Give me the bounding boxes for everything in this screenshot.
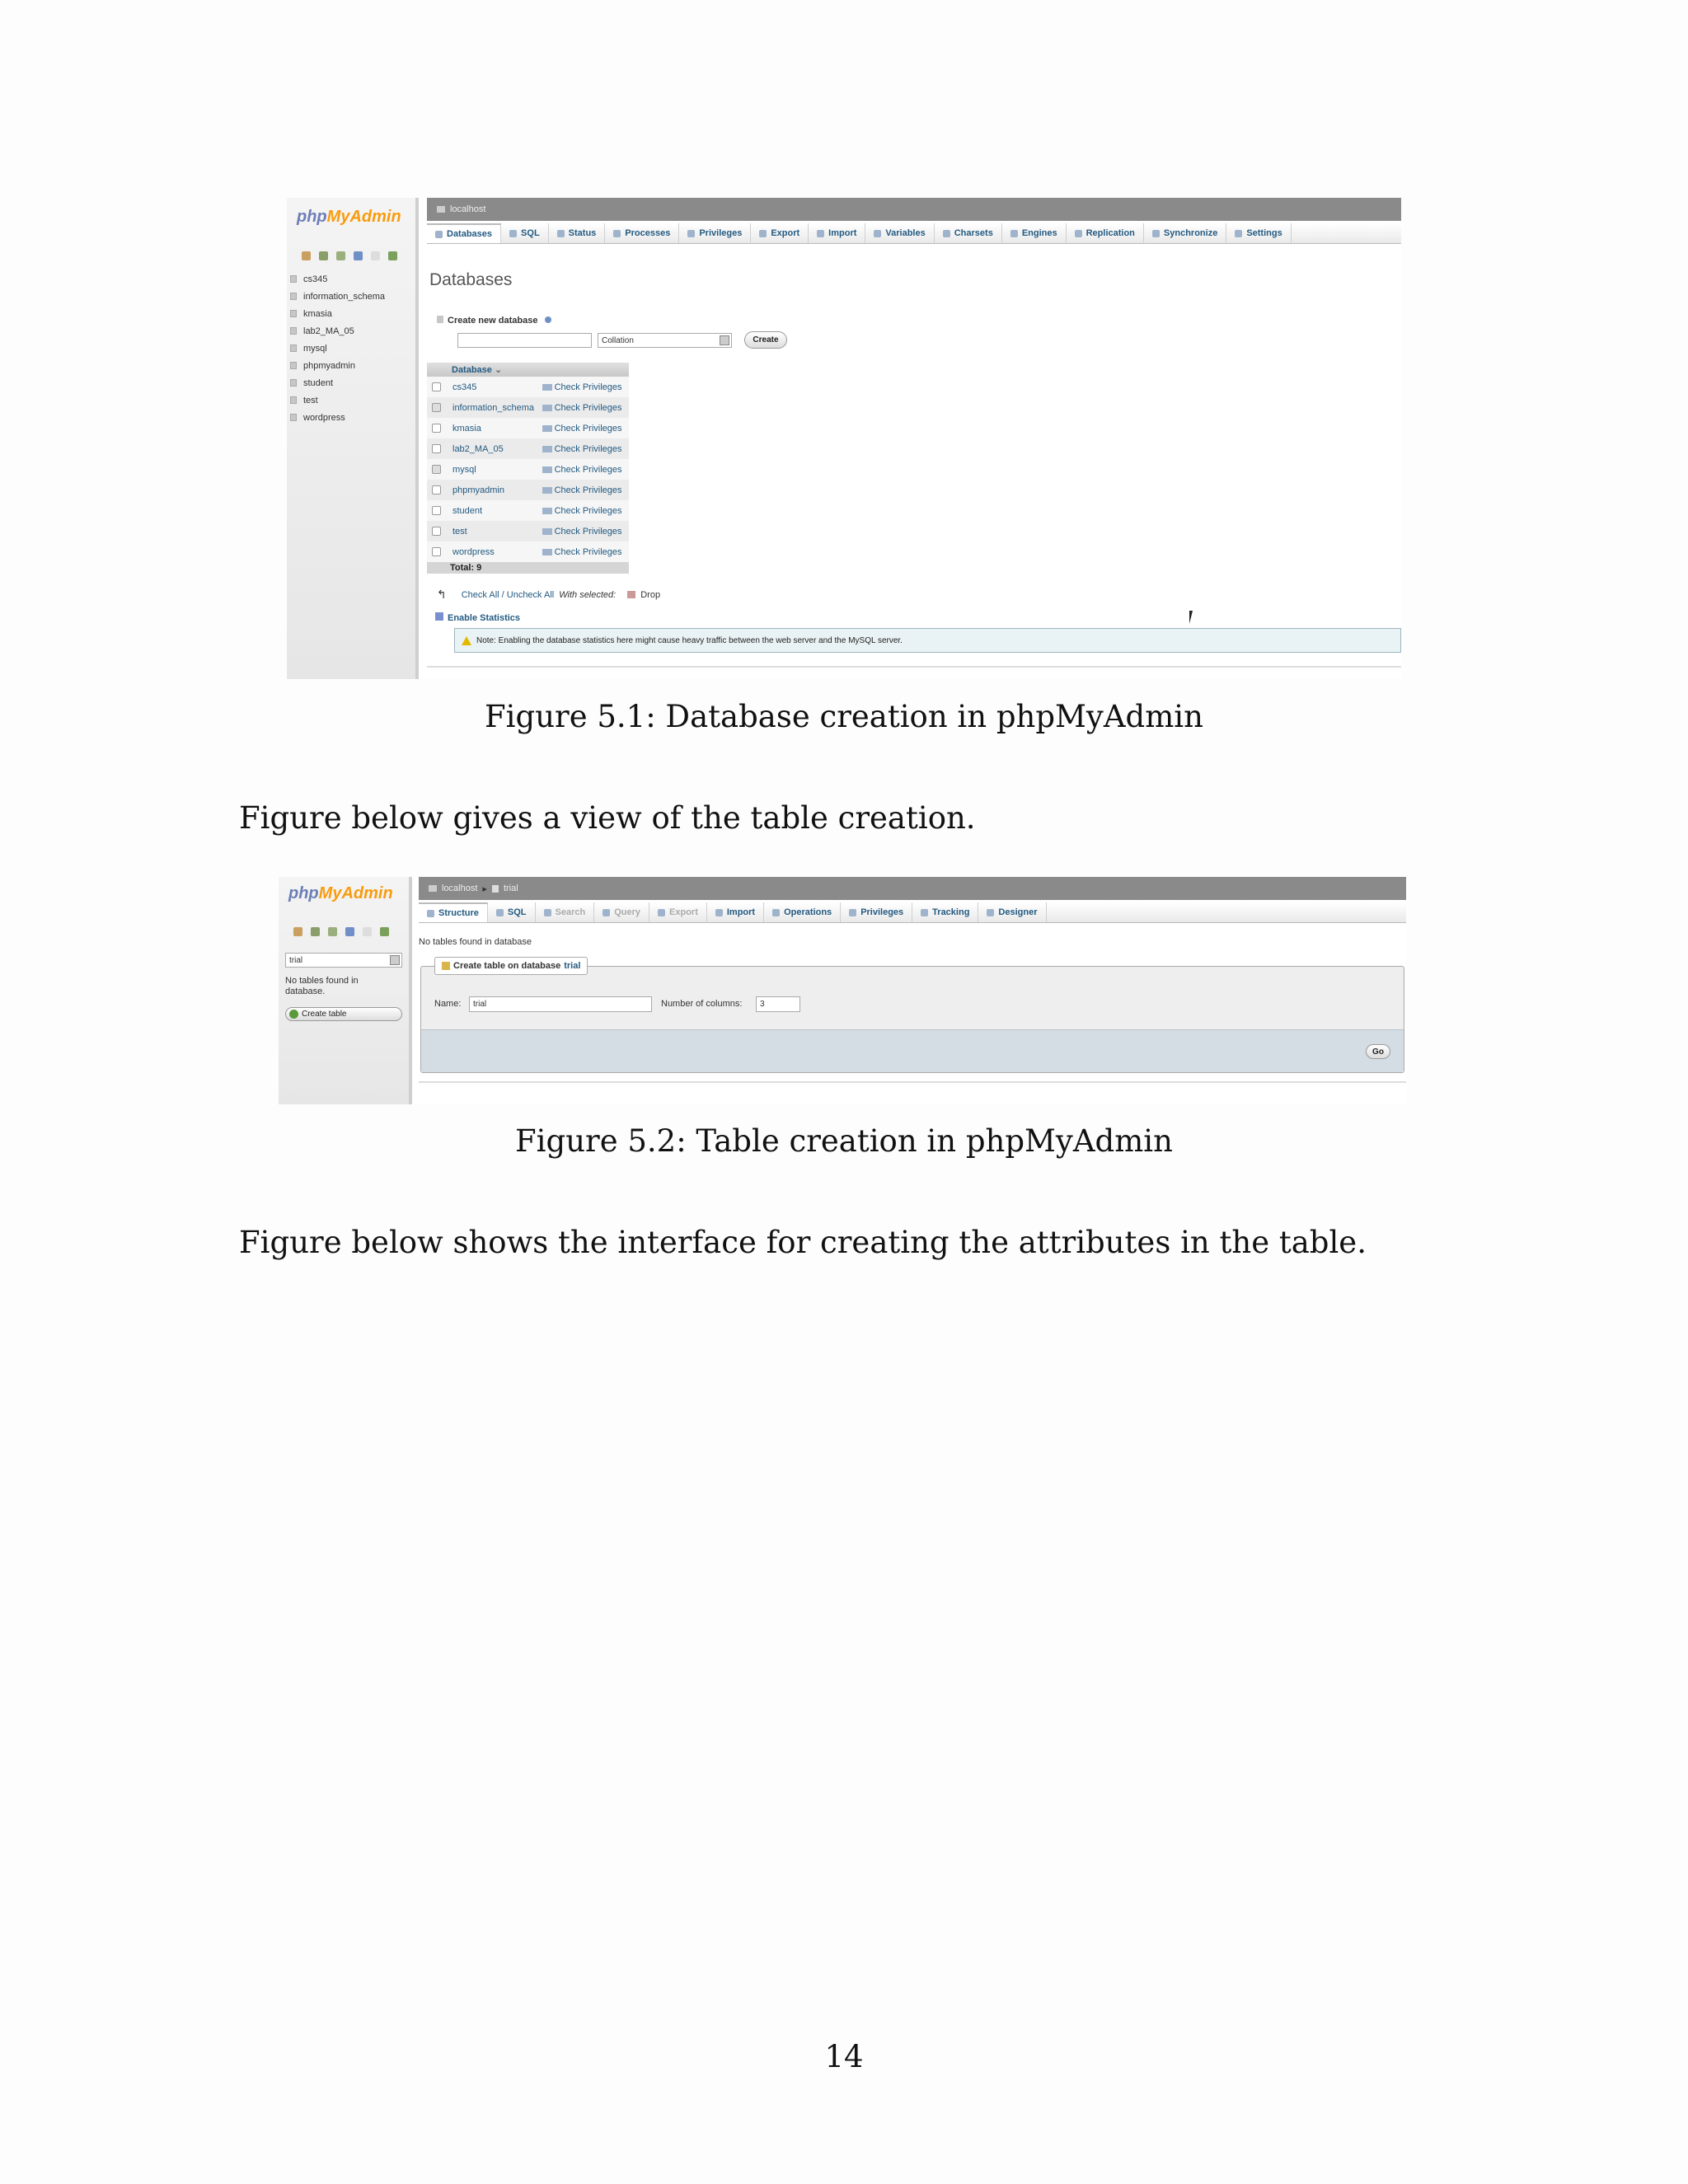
database-name-link[interactable]: wordpress — [452, 546, 495, 557]
privileges-icon — [542, 487, 552, 494]
db-icon — [290, 275, 297, 283]
db-icon — [290, 414, 297, 421]
name-label: Name: — [434, 999, 462, 1009]
statistics-note: Note: Enabling the database statistics here might cause heavy traffic between the web server and the MySQL server. — [454, 628, 1401, 653]
query-icon[interactable] — [328, 927, 337, 936]
structure-icon — [427, 910, 434, 917]
pma-sidebar — [287, 198, 419, 679]
pma-main — [427, 198, 1401, 679]
tab-label: Engines — [1021, 228, 1057, 238]
check-privileges-link[interactable]: Check Privileges — [554, 526, 622, 537]
sidebar-db-label: mysql — [303, 343, 327, 354]
tab-privileges[interactable] — [841, 902, 912, 922]
go-button[interactable]: Go — [1366, 1044, 1390, 1059]
paragraph-1: Figure below gives a view of the table creation. — [239, 800, 976, 836]
table-row — [427, 418, 629, 438]
figure-5-1-screenshot — [287, 198, 1401, 679]
warning-icon — [462, 636, 471, 645]
bulk-actions — [437, 588, 660, 602]
sidebar-db-item[interactable] — [290, 340, 385, 357]
server-icon — [429, 885, 437, 892]
tab-label: Privileges — [860, 907, 904, 917]
tab-label: Import — [726, 907, 756, 917]
table-row — [427, 500, 629, 521]
export-icon — [759, 230, 767, 237]
docs-icon[interactable] — [354, 251, 363, 260]
sidebar-db-item[interactable] — [290, 288, 385, 305]
table-row — [427, 397, 629, 418]
with-selected-label: With selected: — [559, 589, 617, 600]
breadcrumb-database[interactable]: trial — [503, 883, 518, 893]
check-privileges-link[interactable]: Check Privileges — [554, 505, 622, 516]
home-icon[interactable] — [293, 927, 302, 936]
check-privileges-link[interactable]: Check Privileges — [554, 546, 622, 557]
tab-status[interactable] — [549, 223, 606, 243]
sidebar-db-label: phpmyadmin — [303, 360, 355, 371]
check-privileges-link[interactable]: Check Privileges — [554, 423, 622, 434]
privileges-icon — [542, 466, 552, 473]
tab-tracking[interactable] — [912, 902, 978, 922]
sidebar-db-item[interactable] — [290, 322, 385, 340]
breadcrumb-server[interactable]: localhost — [442, 883, 478, 893]
search-icon — [544, 909, 551, 916]
check-privileges-link[interactable]: Check Privileges — [554, 485, 622, 495]
database-name-link[interactable]: lab2_MA_05 — [452, 443, 504, 454]
privileges-icon — [542, 405, 552, 411]
tab-processes[interactable] — [605, 223, 679, 243]
collation-select[interactable]: Collation — [598, 333, 732, 348]
create-db-label: Create new database — [437, 316, 551, 326]
column-header-privileges — [539, 363, 629, 377]
tab-sql[interactable] — [501, 223, 549, 243]
tab-designer[interactable] — [978, 902, 1046, 922]
charsets-icon — [943, 230, 950, 237]
status-icon — [557, 230, 565, 237]
table-row — [427, 521, 629, 541]
pma-logo: phpMyAdmin — [288, 884, 393, 902]
database-name-link[interactable]: kmasia — [452, 423, 481, 434]
check-privileges-link[interactable]: Check Privileges — [554, 382, 622, 392]
columns-label: Number of columns: — [661, 999, 743, 1009]
sidebar-no-tables: No tables found in database. — [285, 976, 359, 996]
db-icon — [492, 885, 499, 893]
tab-label: Databases — [447, 229, 493, 239]
mouse-cursor — [1189, 611, 1199, 624]
tab-export[interactable] — [751, 223, 809, 243]
create-table-fieldset — [420, 961, 1404, 1073]
table-row — [427, 459, 629, 480]
database-table — [427, 363, 629, 574]
page-number: 14 — [824, 2039, 864, 2074]
operations-icon — [772, 909, 780, 916]
reload-icon[interactable] — [380, 927, 389, 936]
breadcrumb — [419, 877, 1406, 900]
database-name-link[interactable]: information_schema — [452, 402, 535, 413]
sidebar-icon-row — [302, 251, 397, 260]
row-checkbox[interactable] — [432, 382, 441, 391]
column-header-database[interactable]: Database ⌄ — [427, 363, 539, 377]
privileges-icon — [542, 549, 552, 555]
row-checkbox[interactable] — [432, 444, 441, 453]
privileges-icon — [849, 909, 856, 916]
engines-icon — [1010, 230, 1018, 237]
row-checkbox[interactable] — [432, 403, 441, 412]
databases-icon — [435, 231, 443, 238]
tab-label: Operations — [784, 907, 832, 917]
plus-icon — [289, 1010, 298, 1019]
fieldset-footer — [421, 1029, 1404, 1072]
sidebar-icon-row — [293, 927, 389, 936]
page-icon[interactable] — [371, 251, 380, 260]
new-db-name-input[interactable] — [457, 333, 592, 348]
drop-icon — [627, 591, 635, 598]
drop-button[interactable]: Drop — [640, 589, 661, 600]
sidebar-db-item[interactable] — [290, 270, 385, 288]
tab-label: Settings — [1246, 228, 1282, 238]
row-checkbox[interactable] — [432, 424, 441, 433]
query-icon — [603, 909, 610, 916]
sidebar-db-item[interactable] — [290, 409, 385, 426]
sidebar-db-label: kmasia — [303, 308, 332, 319]
tab-import[interactable] — [809, 223, 865, 243]
db-icon — [437, 316, 443, 323]
tab-label: Charsets — [954, 228, 993, 238]
privileges-icon — [542, 446, 552, 452]
sidebar-db-label: test — [303, 395, 318, 405]
table-row — [427, 438, 629, 459]
table-name-input[interactable]: trial — [469, 996, 652, 1012]
database-name-link[interactable]: test — [452, 526, 467, 537]
sidebar-db-item[interactable] — [290, 357, 385, 374]
sidebar-db-list — [290, 270, 385, 426]
sql-icon — [496, 909, 504, 916]
query-icon[interactable] — [336, 251, 345, 260]
database-name-link[interactable]: phpmyadmin — [452, 485, 504, 495]
chevron-down-icon — [720, 335, 729, 345]
export-icon — [658, 909, 665, 916]
tab-label: Replication — [1085, 228, 1135, 238]
sidebar-db-label: cs345 — [303, 274, 328, 284]
sidebar-db-label: student — [303, 377, 334, 388]
tab-search[interactable] — [536, 902, 595, 922]
tab-operations[interactable] — [764, 902, 841, 922]
row-checkbox[interactable] — [432, 465, 441, 474]
privileges-icon — [542, 528, 552, 535]
tab-sql[interactable] — [488, 902, 536, 922]
database-select[interactable]: trial — [285, 953, 402, 968]
figure-5-1-caption: Figure 5.1: Database creation in phpMyAdmin — [485, 699, 1203, 734]
sql-icon[interactable] — [311, 927, 320, 936]
privileges-icon — [687, 230, 695, 237]
tab-synchronize[interactable] — [1144, 223, 1226, 243]
pma-main — [419, 877, 1406, 1104]
row-checkbox[interactable] — [432, 485, 441, 494]
database-name-link[interactable]: cs345 — [452, 382, 477, 392]
create-table-button[interactable]: Create table — [285, 1007, 402, 1021]
arrow-up-icon: ↰ — [437, 588, 447, 601]
table-row — [427, 377, 629, 397]
chevron-down-icon — [390, 955, 400, 965]
table-row — [427, 541, 629, 562]
sql-icon[interactable] — [319, 251, 328, 260]
tab-label: SQL — [521, 228, 540, 238]
sidebar-db-item[interactable] — [290, 305, 385, 322]
tab-label: Privileges — [699, 228, 743, 238]
tab-import[interactable] — [707, 902, 764, 922]
breadcrumb-separator: ▸ — [482, 883, 487, 894]
tab-export[interactable] — [649, 902, 707, 922]
tab-label: Synchronize — [1163, 228, 1218, 238]
synchronize-icon — [1152, 230, 1160, 237]
import-icon — [817, 230, 824, 237]
reload-icon[interactable] — [388, 251, 397, 260]
privileges-icon — [542, 508, 552, 514]
replication-icon — [1075, 230, 1082, 237]
tab-label: Status — [568, 228, 597, 238]
pma-sidebar — [279, 877, 412, 1104]
variables-icon — [874, 230, 881, 237]
tab-charsets[interactable] — [935, 223, 1002, 243]
tab-settings[interactable] — [1226, 223, 1291, 243]
tab-label: Export — [669, 907, 698, 917]
tab-label: Query — [614, 907, 641, 917]
database-name-link[interactable]: student — [452, 505, 483, 516]
breadcrumb — [427, 198, 1401, 221]
sidebar-db-label: lab2_MA_05 — [303, 326, 354, 336]
tab-label: Designer — [998, 907, 1038, 917]
db-icon — [290, 396, 297, 404]
total-count: Total: 9 — [427, 562, 539, 574]
row-checkbox[interactable] — [432, 527, 441, 536]
db-icon — [290, 379, 297, 387]
create-table-legend: Create table on database trial — [434, 957, 588, 975]
sidebar-db-item[interactable] — [290, 374, 385, 391]
tab-label: Processes — [625, 228, 671, 238]
database-name-link[interactable]: mysql — [452, 464, 476, 475]
page-title: Databases — [429, 270, 513, 289]
db-icon — [290, 362, 297, 369]
privileges-icon — [542, 384, 552, 391]
check-all-link[interactable]: Check All / Uncheck All — [461, 589, 555, 600]
row-checkbox[interactable] — [432, 547, 441, 556]
total-row — [427, 562, 629, 574]
import-icon — [715, 909, 723, 916]
sidebar-db-item[interactable] — [290, 391, 385, 409]
tab-structure[interactable] — [419, 902, 488, 922]
tab-engines[interactable] — [1002, 223, 1067, 243]
divider — [427, 666, 1401, 668]
tab-label: Structure — [438, 908, 479, 918]
docs-icon[interactable] — [345, 927, 354, 936]
page-icon[interactable] — [363, 927, 372, 936]
settings-icon — [1235, 230, 1242, 237]
processes-icon — [613, 230, 621, 237]
divider — [419, 1081, 1406, 1083]
tab-label: Search — [555, 907, 586, 917]
paragraph-2: Figure below shows the interface for creating the attributes in the table. — [239, 1225, 1367, 1260]
enable-statistics-link[interactable]: Enable Statistics — [435, 612, 520, 623]
tab-bar — [419, 902, 1406, 923]
designer-icon — [987, 909, 994, 916]
table-row — [427, 480, 629, 500]
figure-5-2-caption: Figure 5.2: Table creation in phpMyAdmin — [515, 1123, 1173, 1159]
table-add-icon — [442, 962, 450, 970]
check-privileges-link[interactable]: Check Privileges — [554, 443, 622, 454]
tab-label: Import — [828, 228, 857, 238]
help-icon[interactable] — [545, 316, 551, 323]
chart-icon — [435, 612, 443, 621]
pma-logo: phpMyAdmin — [297, 208, 401, 226]
sidebar-db-label: wordpress — [303, 412, 345, 423]
db-icon — [290, 344, 297, 352]
row-checkbox[interactable] — [432, 506, 441, 515]
tracking-icon — [921, 909, 928, 916]
db-icon — [290, 327, 297, 335]
tab-label: SQL — [507, 907, 527, 917]
tab-bar — [427, 223, 1401, 244]
db-icon — [290, 293, 297, 300]
tab-label: Tracking — [932, 907, 970, 917]
privileges-icon — [542, 425, 552, 432]
create-button[interactable]: Create — [744, 331, 787, 349]
home-icon[interactable] — [302, 251, 311, 260]
tab-privileges[interactable] — [679, 223, 751, 243]
tab-replication[interactable] — [1067, 223, 1144, 243]
db-icon — [290, 310, 297, 317]
figure-5-2-screenshot — [279, 877, 1406, 1104]
breadcrumb-server[interactable]: localhost — [450, 204, 486, 214]
tab-variables[interactable] — [865, 223, 934, 243]
sql-icon — [509, 230, 517, 237]
columns-input[interactable]: 3 — [756, 996, 800, 1012]
server-icon — [437, 206, 445, 213]
check-privileges-link[interactable]: Check Privileges — [554, 464, 622, 475]
tab-label: Export — [771, 228, 800, 238]
sidebar-db-label: information_schema — [303, 291, 386, 302]
tab-label: Variables — [885, 228, 926, 238]
no-tables-message: No tables found in database — [419, 937, 532, 947]
tab-databases[interactable] — [427, 223, 501, 243]
check-privileges-link[interactable]: Check Privileges — [554, 402, 622, 413]
tab-query[interactable] — [594, 902, 649, 922]
